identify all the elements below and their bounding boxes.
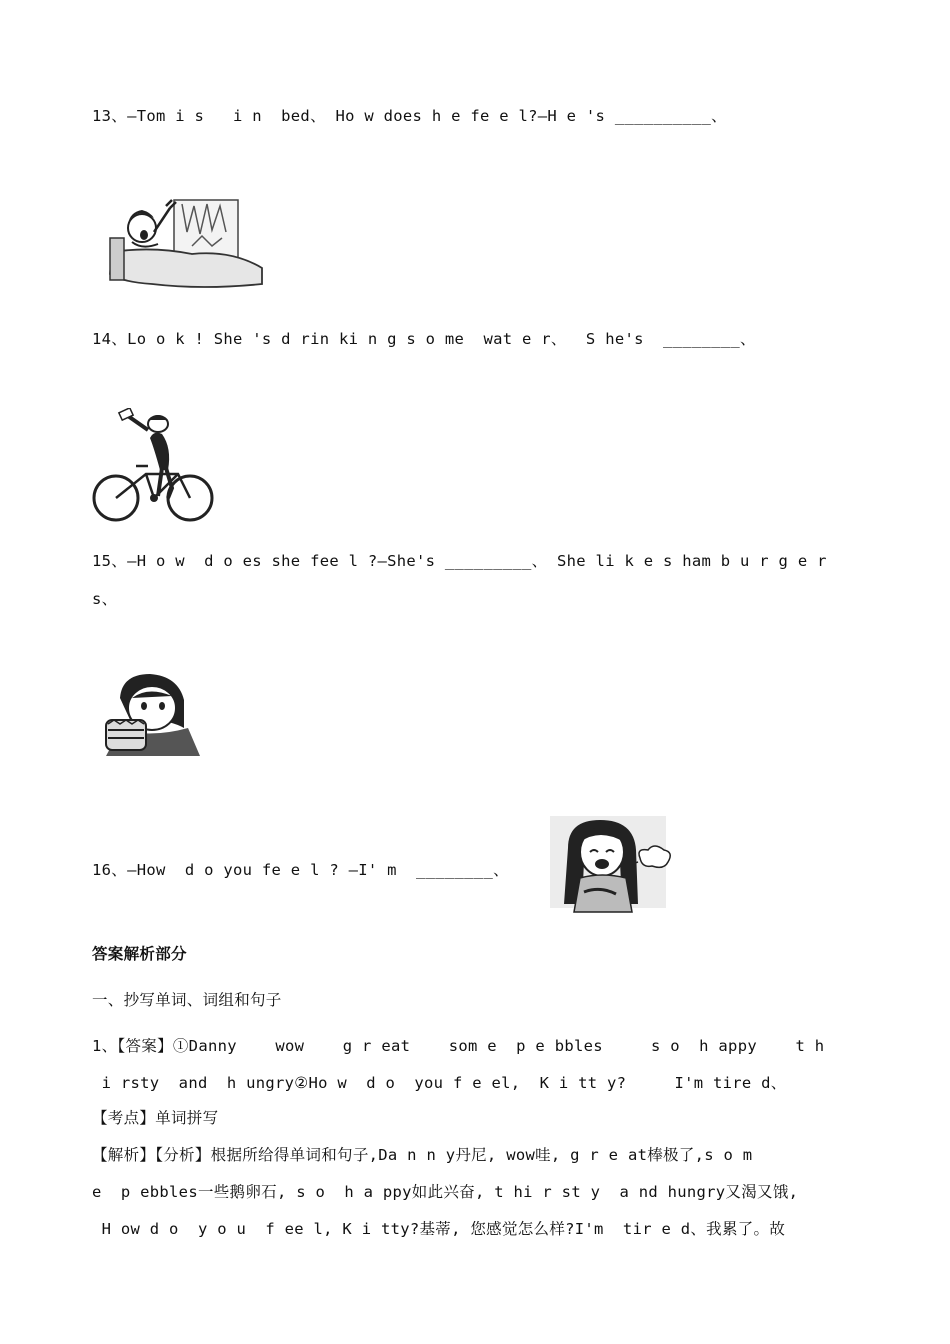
boy-yawning-in-bed-image: [92, 192, 268, 292]
answer-line-3: 【考点】单词拼写: [92, 1109, 219, 1127]
answer-line-2: i rsty and h ungry②Ho w d o you f e el, K i tt y? I'm tire d、: [92, 1074, 787, 1092]
girl-drinking-on-bicycle-image: [92, 408, 218, 526]
girl-eating-hamburger-image: [92, 668, 214, 760]
question-14: 14、Lo o k ! She 's d rin ki n g s o me wat e r、 S he's ________、: [92, 330, 756, 348]
girl-holding-stomach-image: [540, 808, 696, 916]
answer-line-5: e p ebbles一些鹅卵石, s o h a ppy如此兴奋, t hi r st y a nd hungry又渴又饿,: [92, 1183, 799, 1201]
section-heading: 一、抄写单词、词组和句子: [92, 991, 282, 1009]
answer-line-4: 【解析】【分析】根据所给得单词和句子,Da n n y丹尼, wow哇, g r e at棒极了,s o m: [92, 1146, 753, 1164]
question-15: 15、—H o w d o es she fee l ?—She's _________、 She li k e s ham b u r g e r: [92, 552, 827, 570]
question-13: 13、—Tom i s i n bed、 Ho w does h e fe e l?—H e 's __________、: [92, 107, 727, 125]
answer-line-1: 1、【答案】①Danny wow g r eat som e p e bbles s o h appy t h: [92, 1037, 825, 1055]
answer-line-6: H ow d o y o u f ee l, K i tty?基蒂, 您感觉怎么样?I'm tir e d、我累了。故: [92, 1220, 786, 1238]
question-16: 16、—How d o you fe e l ? —I' m ________、: [92, 861, 509, 879]
question-15-continued: s、: [92, 590, 118, 608]
answers-heading: 答案解析部分: [92, 945, 187, 963]
